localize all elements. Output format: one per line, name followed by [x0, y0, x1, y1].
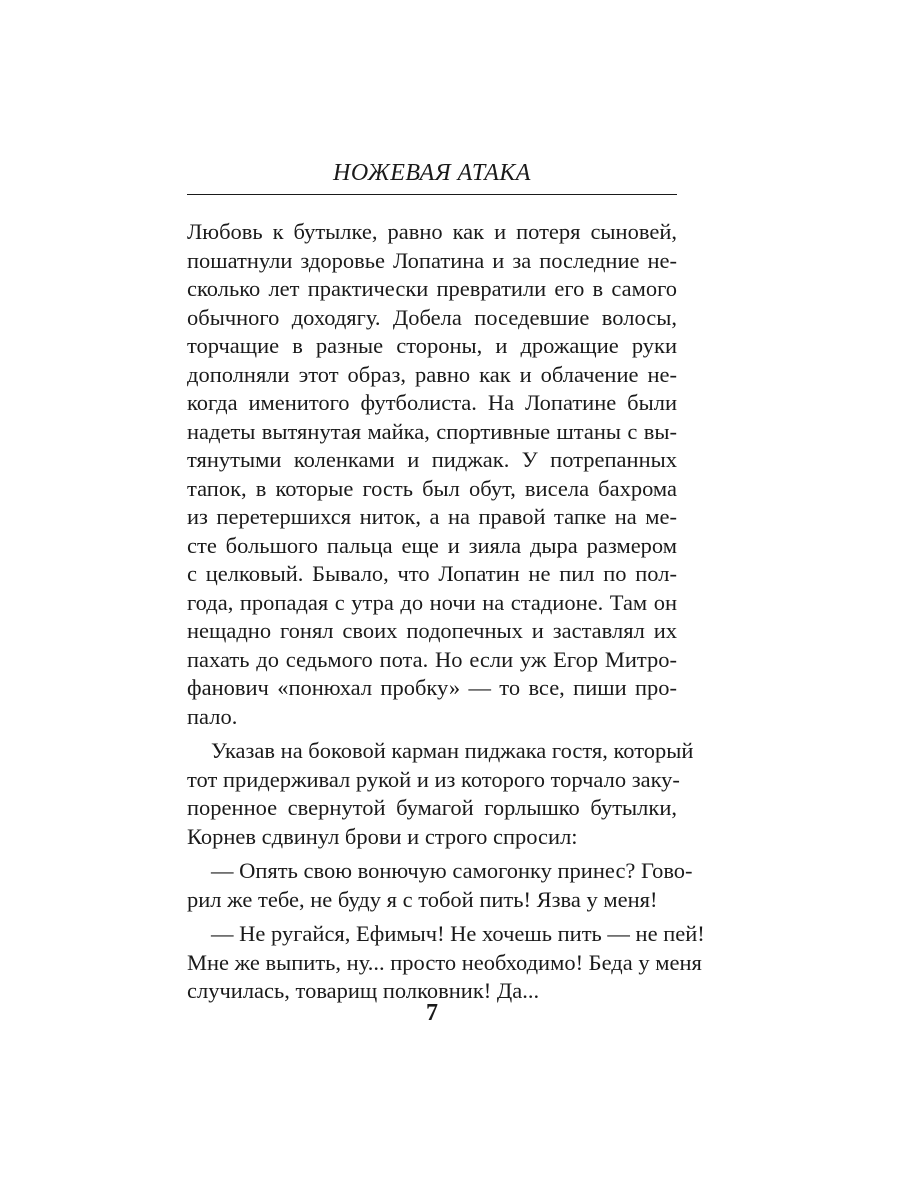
body-text — [187, 218, 705, 1012]
dialogue-paragraph — [187, 857, 693, 914]
text-line: Корнев сдвинул брови и строго спросил: — [187, 823, 578, 849]
text-line: торчащие в разные стороны, и дрожащие руки — [187, 333, 677, 358]
text-line: сте большого пальца еще и зияла дыра размером — [187, 532, 677, 558]
text-line: когда именитого футболиста. На Лопатине были — [187, 390, 677, 415]
paragraph — [187, 218, 677, 731]
header-rule — [187, 194, 677, 195]
paragraph — [187, 737, 694, 851]
text-line: сколько лет практически превратили его в самого — [187, 276, 677, 301]
text-line: года, пропадая с утра до ночи на стадионе. Там он — [187, 589, 677, 615]
text-line: нещадно гонял своих подопечных и заставлял их — [187, 618, 677, 643]
text-line: обычного доходягу. Добела поседевшие волосы, — [187, 304, 677, 330]
text-line: Мне же выпить, ну... просто необходимо! Беда у меня — [187, 949, 702, 975]
text-line: из перетершихся ниток, а на правой тапке на ме- — [187, 504, 677, 529]
text-line: надеты вытянутая майка, спортивные штаны с вы- — [187, 418, 677, 444]
text-line: пошатнули здоровье Лопатина и за последние не- — [187, 247, 677, 273]
text-line: случилась, товарищ полковник! Да... — [187, 978, 540, 1003]
text-line: тянутыми коленками и пиджак. У потрепанных — [187, 447, 677, 472]
text-line: тапок, в которые гость был обут, висела бахрома — [187, 475, 677, 501]
text-line: с целковый. Бывало, что Лопатин не пил по пол- — [187, 561, 677, 586]
running-head — [187, 158, 677, 188]
text-line: пало. — [187, 703, 238, 729]
text-line: — Опять свою вонючую самогонку принес? Гово- — [211, 858, 693, 883]
text-line: Любовь к бутылке, равно как и потеря сыновей, — [187, 219, 677, 244]
running-head-text: НОЖЕВАЯ АТАКА — [333, 160, 531, 186]
text-line: тот придерживал рукой и из которого торчало заку- — [187, 766, 680, 792]
page-number: 7 — [426, 1000, 438, 1026]
text-line: Указав на боковой карман пиджака гостя, который — [211, 738, 694, 763]
text-line: фанович «понюхал пробку» — то все, пиши про- — [187, 675, 677, 700]
text-line: пахать до седьмого пота. Но если уж Егор Митро- — [187, 646, 677, 672]
text-line: дополняли этот образ, равно как и облачение не- — [187, 361, 677, 387]
text-line: — Не ругайся, Ефимыч! Не хочешь пить — не пей! — [211, 921, 705, 946]
dialogue-paragraph — [187, 920, 705, 1006]
text-line: рил же тебе, не буду я с тобой пить! Язва у меня! — [187, 886, 658, 912]
text-line: поренное свернутой бумагой горлышко бутылки, — [187, 795, 677, 820]
